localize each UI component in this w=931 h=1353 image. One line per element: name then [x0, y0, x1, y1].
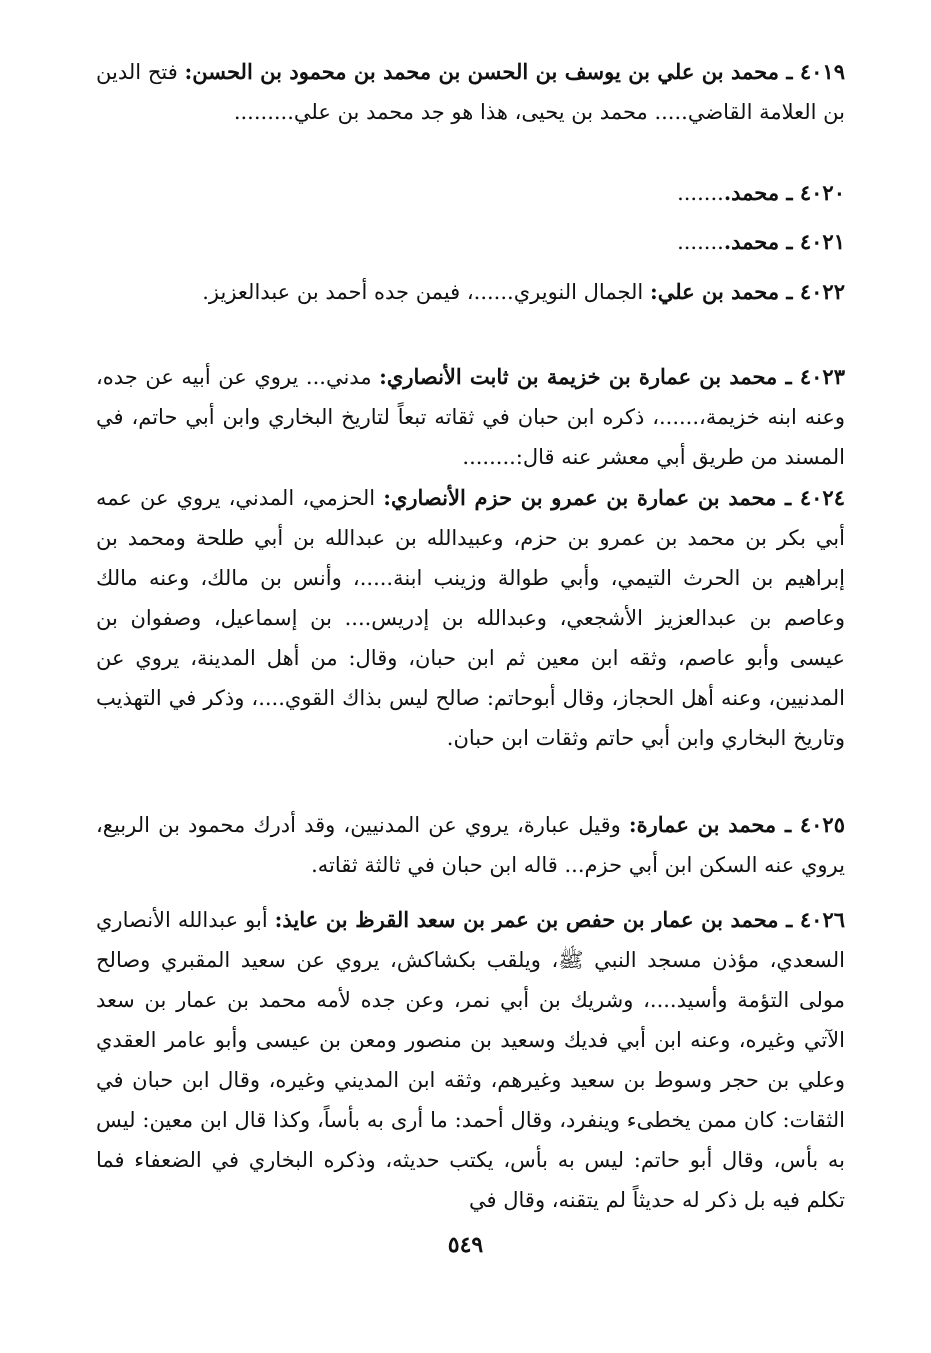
entry-4020: [96, 173, 845, 213]
entry-heading: ٤٠٢٦ ـ محمد بن عمار بن حفص بن عمر بن سعد القرظ بن عايذ:: [274, 907, 846, 932]
entry-text: وقيل عبارة، يروي عن المدنيين، وقد أدرك محمود بن الربيع، يروي عنه السكن ابن أبي حزم... قاله ابن حبان في ثالثة ثقاته.: [96, 813, 845, 877]
entry-heading: ٤٠٢٥ ـ محمد بن عمارة:: [628, 812, 845, 837]
entry-text: مدني... يروي عن أبيه عن جده، وعنه ابنه خزيمة،......، ذكره ابن حبان في ثقاته تبعاً لتاريخ البخاري وابن أبي حاتم، في المسند من طريق أبي معشر عنه قال:........: [96, 365, 845, 469]
entry-text: فتح الدين بن العلامة القاضي..... محمد بن يحيى، هذا هو جد محمد بن علي.........: [96, 60, 845, 124]
entry-heading: ٤٠١٩ ـ محمد بن علي بن يوسف بن الحسن بن محمد بن محمود بن الحسن:: [184, 59, 845, 84]
entry-4021: [96, 222, 845, 262]
entry-heading: ٤٠٢١ ـ محمد.: [723, 229, 845, 254]
entry-4023: [96, 357, 845, 477]
entry-text: الجمال النويري......، فيمن جده أحمد بن عبدالعزيز.: [202, 280, 650, 304]
page-number: ٥٤٩: [447, 1232, 484, 1258]
entry-text: أبو عبدالله الأنصاري السعدي، مؤذن مسجد النبي ﷺ، ويلقب بكشاكش، يروي عن سعيد المقبري وصالح مولى التؤمة وأسيد....، وشريك بن أبي نمر، وعن جده لأمه محمد بن عمار بن سعد الآتي وغيره، وعنه ابن أبي فديك وسعيد بن منصور ومعن بن عيسى وأبو عامر العقدي وعلي بن حجر وسوط بن سعيد وغيرهم، وثقه ابن المديني وغيره، وقال ابن حبان في الثقات: كان ممن يخطىء وينفرد، وقال أحمد: ما أرى به بأساً، وكذا قال ابن معين: ليس به بأس، وقال أبو حاتم: ليس به بأس، يكتب حديثه، وذكره البخاري في الضعفاء فما تكلم فيه بل ذكر له حديثاً لم يتقنه، وقال في: [96, 908, 845, 1212]
entry-text: .......: [677, 230, 724, 254]
entry-heading: ٤٠٢٢ ـ محمد بن علي:: [649, 279, 845, 304]
entry-heading: ٤٠٢٣ ـ محمد بن عمارة بن خزيمة بن ثابت الأنصاري:: [379, 364, 845, 389]
entry-text: الحزمي، المدني، يروي عن عمه أبي بكر بن محمد بن عمرو بن حزم، وعبيدالله بن عبدالله بن أبي طلحة ومحمد بن إبراهيم بن الحرث التيمي، وأبي طوالة وزينب ابنة.....، وأنس بن مالك، وعنه مالك وعاصم بن عبدالعزيز الأشجعي، وعبدالله بن إدريس.... بن إسماعيل، وصفوان بن عيسى وأبو عاصم، وثقه ابن معين ثم ابن حبان، وقال: من أهل المدينة، يروي عن المدنيين، وعنه أهل الحجاز، وقال أبوحاتم: صالح ليس بذاك القوي....، وذكر في التهذيب وتاريخ البخاري وابن أبي حاتم وثقات ابن حبان.: [96, 486, 845, 750]
entry-text: .......: [677, 181, 724, 205]
entry-4019: [96, 52, 845, 132]
entry-heading: ٤٠٢٤ ـ محمد بن عمارة بن عمرو بن حزم الأنصاري:: [383, 485, 845, 510]
entry-4022: [96, 272, 845, 312]
entry-heading: ٤٠٢٠ ـ محمد.: [723, 180, 845, 205]
entry-4024: [96, 478, 845, 758]
entry-4026: [96, 900, 845, 1220]
entry-4025: [96, 805, 845, 885]
